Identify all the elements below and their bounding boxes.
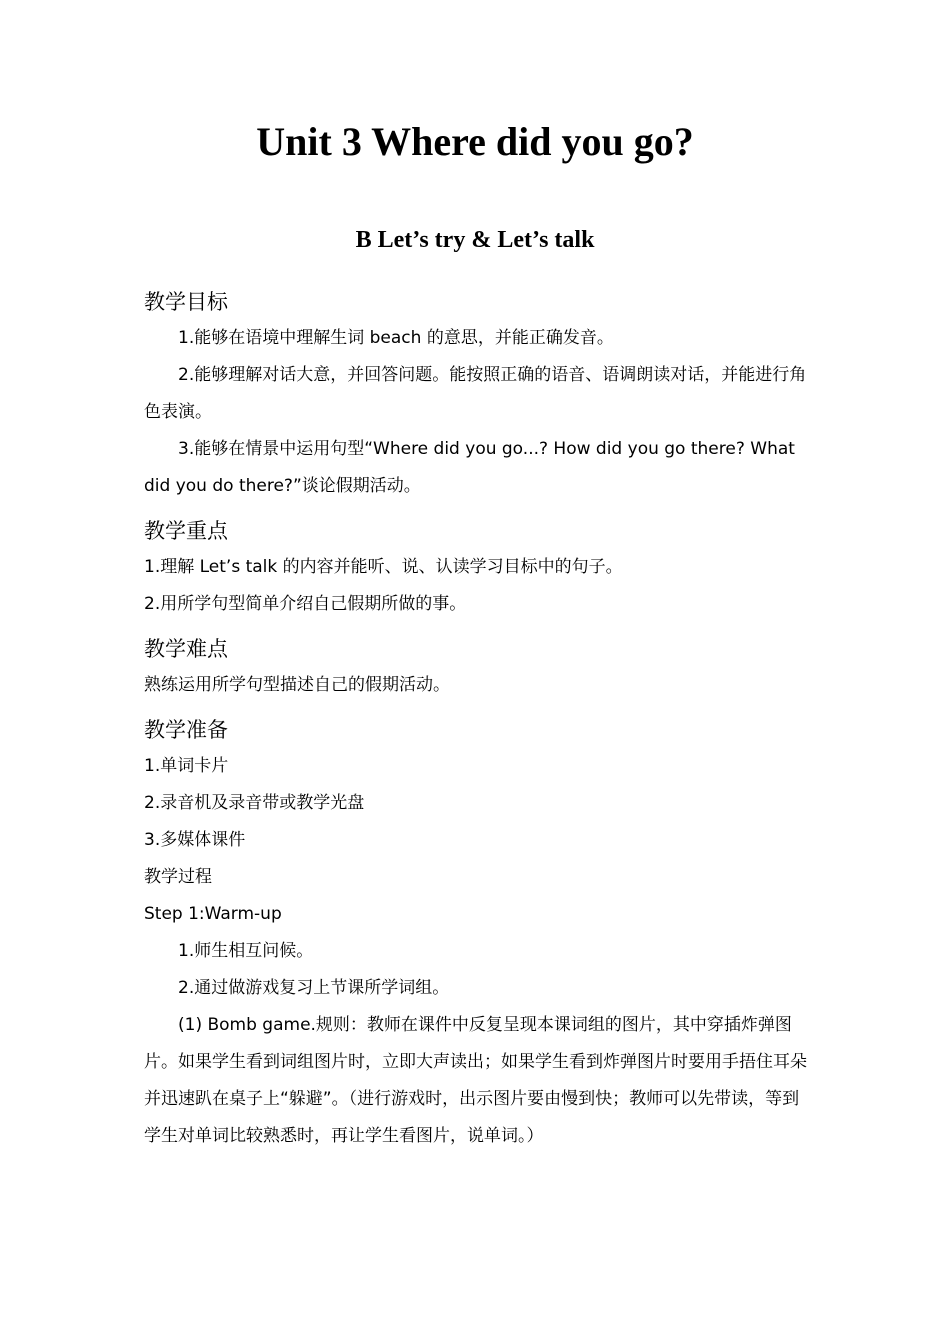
preparation-item: 3.多媒体课件: [144, 830, 246, 850]
preparation-item: 2.录音机及录音带或教学光盘: [144, 793, 365, 813]
process-item: (1) Bomb game.规则：教师在课件中反复呈现本课词组的图片，其中穿插炸弹图片。如果学生看到词组图片时，立即大声读出；如果学生看到炸弹图片时要用手捂住耳朵并迅速趴在桌子上“躲避”。（进行游戏时，出示图片要由慢到快；教师可以先带读，等到学生对单词比较熟悉时，再让学生看图片，说单词。）: [144, 1015, 807, 1146]
preparation-item: 1.单词卡片: [144, 756, 229, 776]
goals-heading: 教学目标: [144, 290, 228, 314]
goal-item: 3.能够在情景中运用句型“Where did you go...? How did you go there? What did you do there?”谈论假期活动。: [144, 439, 795, 496]
key-points-heading: 教学重点: [144, 519, 228, 543]
difficulties-text: 熟练运用所学句型描述自己的假期活动。: [144, 675, 450, 695]
goal-item: 2.能够理解对话大意，并回答问题。能按照正确的语音、语调朗读对话，并能进行角色表演。: [144, 365, 807, 422]
goal-item: 1.能够在语境中理解生词 beach 的意思，并能正确发音。: [178, 328, 614, 348]
key-point-item: 1.理解 Let’s talk 的内容并能听、说、认读学习目标中的句子。: [144, 557, 623, 577]
lesson-subtitle: B Let’s try & Let’s talk: [355, 227, 595, 253]
key-point-item: 2.用所学句型简单介绍自己假期所做的事。: [144, 594, 467, 614]
process-item: 1.师生相互问候。: [178, 941, 314, 961]
preparation-heading: 教学准备: [144, 718, 228, 742]
difficulties-heading: 教学难点: [144, 637, 228, 661]
document-body: [144, 284, 808, 1155]
process-heading: 教学过程: [144, 867, 212, 887]
step-one-label: Step 1:Warm-up: [144, 904, 282, 924]
process-item: 2.通过做游戏复习上节课所学词组。: [178, 978, 450, 998]
document-title: Unit 3 Where did you go?: [256, 119, 694, 164]
